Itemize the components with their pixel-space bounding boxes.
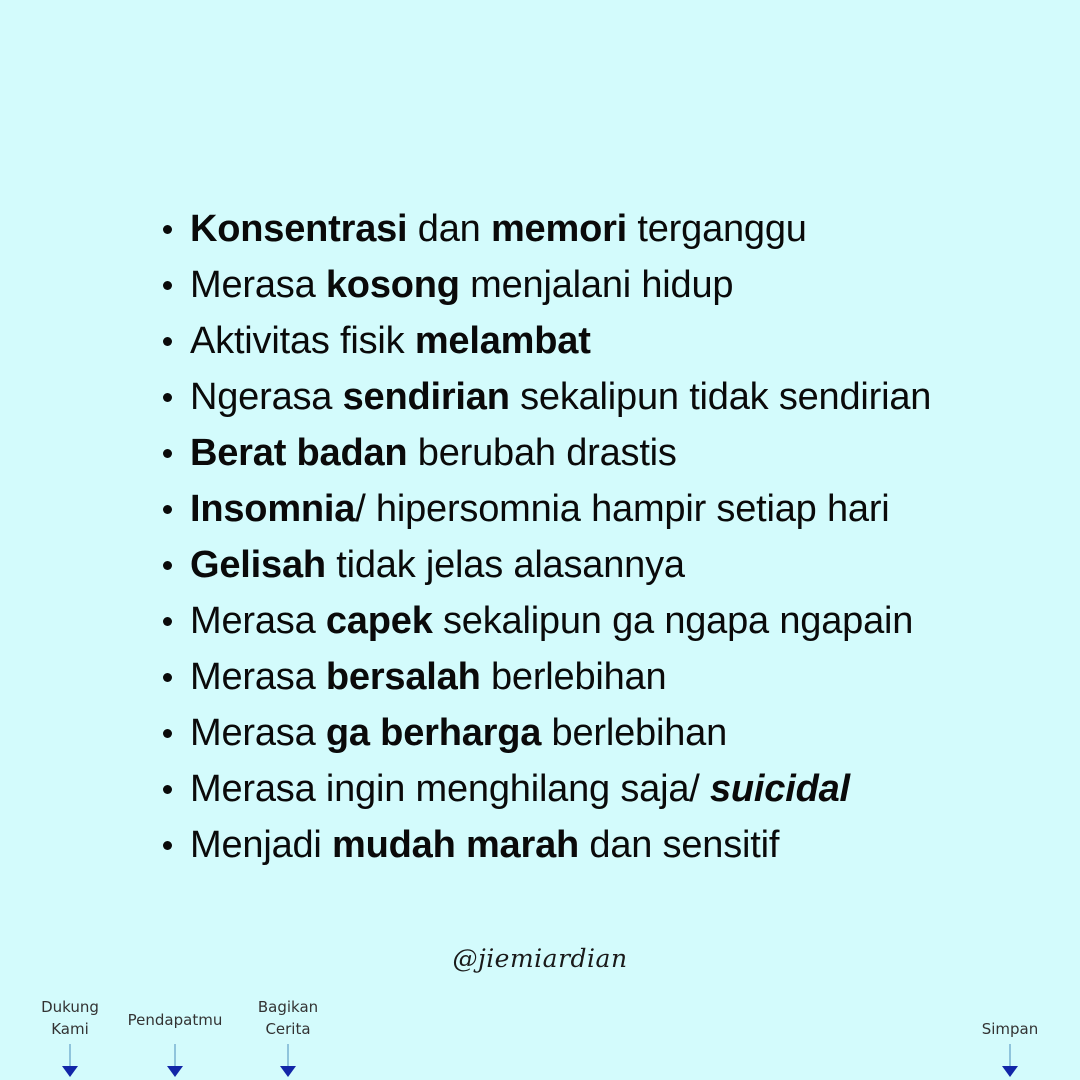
bullet-dot-icon: [163, 617, 172, 626]
bullet-dot-icon: [163, 841, 172, 850]
symptom-text: berlebihan: [480, 656, 667, 698]
arrow-down-icon: [167, 1066, 183, 1077]
support-label-line2: Kami: [51, 1020, 89, 1038]
bullet-dot-icon: [163, 449, 172, 458]
symptom-text: Ngerasa: [190, 376, 343, 418]
symptom-item: [158, 481, 931, 537]
symptom-item: [158, 257, 931, 313]
symptom-text: tidak jelas alasannya: [325, 544, 685, 586]
bullet-dot-icon: [163, 337, 172, 346]
opinion-label: Pendapatmu: [127, 1011, 223, 1029]
share-label-line1: Bagikan: [257, 998, 319, 1016]
support-us-button[interactable]: [30, 996, 110, 1040]
symptom-text: menjalani hidup: [459, 264, 734, 306]
symptom-item: [158, 705, 931, 761]
symptom-item: [158, 313, 931, 369]
bullet-dot-icon: [163, 393, 172, 402]
symptom-item: [158, 817, 931, 873]
arrow-down-icon: [1002, 1066, 1018, 1077]
symptom-text: berlebihan: [541, 712, 728, 754]
bullet-dot-icon: [163, 729, 172, 738]
bullet-dot-icon: [163, 281, 172, 290]
save-button[interactable]: [970, 1018, 1050, 1040]
symptom-text: Merasa ingin menghilang saja/: [190, 768, 710, 810]
bullet-dot-icon: [163, 561, 172, 570]
symptom-text: berubah drastis: [407, 432, 677, 474]
arrow-stem: [174, 1044, 176, 1066]
symptom-item: [158, 537, 931, 593]
symptom-text: Merasa: [190, 600, 326, 642]
arrow-stem: [1009, 1044, 1011, 1066]
symptom-text: Aktivitas fisik: [190, 320, 415, 362]
symptom-emphasis: Berat badan: [190, 432, 408, 474]
symptom-text: Merasa: [190, 264, 326, 306]
bullet-dot-icon: [163, 673, 172, 682]
symptom-text: dan sensitif: [579, 824, 780, 866]
symptom-emphasis: memori: [490, 208, 628, 250]
author-handle: @jiemiardian: [452, 944, 628, 973]
symptom-emphasis: Insomnia: [190, 488, 356, 530]
symptom-emphasis: ga berharga: [325, 712, 542, 754]
symptom-emphasis: melambat: [414, 320, 591, 362]
symptom-emphasis: Gelisah: [190, 544, 326, 586]
symptom-item: [158, 369, 931, 425]
arrow-down-icon: [280, 1066, 296, 1077]
symptom-text: Merasa: [190, 712, 326, 754]
opinion-button[interactable]: [120, 1009, 230, 1031]
bullet-dot-icon: [163, 785, 172, 794]
symptom-list: [158, 201, 931, 873]
symptom-emphasis: mudah marah: [332, 824, 580, 866]
save-label: Simpan: [981, 1020, 1039, 1038]
symptom-emphasis: bersalah: [325, 656, 481, 698]
symptom-emphasis: kosong: [325, 264, 460, 306]
symptom-text: terganggu: [627, 208, 807, 250]
symptom-item: [158, 761, 931, 817]
symptom-emphasis: sendirian: [342, 376, 510, 418]
arrow-stem: [69, 1044, 71, 1066]
bullet-dot-icon: [163, 225, 172, 234]
arrow-stem: [287, 1044, 289, 1066]
symptom-text: dan: [407, 208, 491, 250]
symptom-text: Merasa: [190, 656, 326, 698]
bullet-dot-icon: [163, 505, 172, 514]
symptom-text: sekalipun tidak sendirian: [509, 376, 932, 418]
arrow-down-icon: [62, 1066, 78, 1077]
symptom-emphasis: capek: [325, 600, 433, 642]
symptom-emphasis: suicidal: [709, 768, 850, 810]
symptom-item: [158, 649, 931, 705]
symptom-text: Menjadi: [190, 824, 333, 866]
symptom-item: [158, 425, 931, 481]
symptom-text: sekalipun ga ngapa ngapain: [432, 600, 914, 642]
symptom-emphasis: Konsentrasi: [190, 208, 408, 250]
symptom-item: [158, 593, 931, 649]
support-label-line1: Dukung: [41, 998, 99, 1016]
share-label-line2: Cerita: [265, 1020, 311, 1038]
share-story-button[interactable]: [248, 996, 328, 1040]
symptom-item: [158, 201, 931, 257]
symptom-text: / hipersomnia hampir setiap hari: [355, 488, 890, 530]
